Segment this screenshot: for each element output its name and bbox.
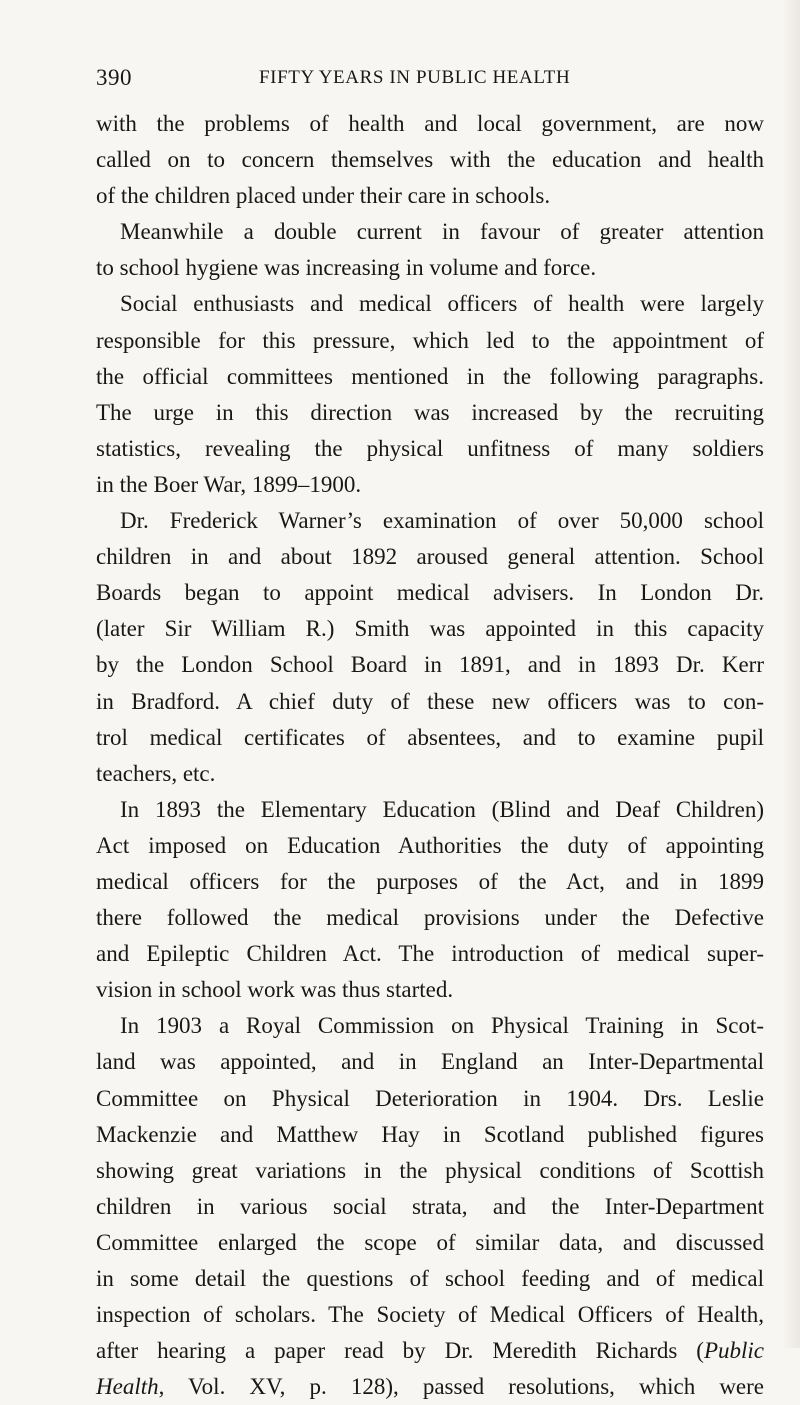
running-header [96,64,776,92]
text-line: and Epileptic Children Act. The introduction of medical super- [96,941,764,967]
text-line: in Bradford. A chief duty of these new officers was to con- [96,688,764,714]
text-line: Meanwhile a double current in favour of greater attention [120,219,764,245]
page-number: 390 [96,65,132,90]
text-line: Committee on Physical Deterioration in 1904. Drs. Leslie [96,1085,764,1111]
text-line: Dr. Frederick Warner’s examination of over 50,000 school [120,508,764,534]
text-line: trol medical certificates of absentees, and to examine pupil [96,724,764,750]
text-line: medical officers for the purposes of the Act, and in 1899 [96,868,764,894]
text-line: showing great variations in the physical conditions of Scottish [96,1157,764,1183]
text-line: Boards began to appoint medical advisers. In London Dr. [96,580,764,606]
text-line: In 1903 a Royal Commission on Physical Training in Scot- [120,1013,764,1039]
text-line: In 1893 the Elementary Education (Blind and Deaf Children) [120,796,764,822]
line-text: after hearing a paper read by Dr. Meredith Richards ( [96,1338,704,1364]
page-edge-shadow [782,0,800,1348]
text-line: in the Boer War, 1899–1900. [96,471,362,497]
line-text-tail: , Vol. XV, p. 128), passed resolutions, which were [158,1374,764,1400]
text-line: there followed the medical provisions under the Defective [96,905,764,931]
text-line: statistics, revealing the physical unfitness of many soldiers [96,435,764,461]
body-text [96,106,764,1405]
text-line: land was appointed, and in England an Inter-Departmental [96,1049,764,1075]
italic-citation: Public [703,1338,764,1364]
text-line: Social enthusiasts and medical officers of health were largely [120,291,764,317]
text-line: teachers, etc. [96,760,216,786]
text-line: Mackenzie and Matthew Hay in Scotland published figures [96,1121,764,1147]
text-line: to school hygiene was increasing in volume and force. [96,255,597,281]
text-line: The urge in this direction was increased by the recruiting [96,399,764,425]
text-line: called on to concern themselves with the education and health [96,147,764,173]
text-line: vision in school work was thus started. [96,977,454,1003]
text-line: with the problems of health and local government, are now [96,111,764,136]
text-line: children in various social strata, and the Inter-Department [96,1193,764,1219]
running-title: FIFTY YEARS IN PUBLIC HEALTH [259,67,571,88]
text-line: responsible for this pressure, which led to the appointment of [96,327,764,353]
text-line: (later Sir William R.) Smith was appointed in this capacity [96,616,764,642]
text-line [96,1369,764,1405]
text-line [96,1333,764,1369]
text-line: Act imposed on Education Authorities the duty of appointing [96,832,764,858]
text-line: children in and about 1892 aroused general attention. School [96,544,764,570]
text-line: the official committees mentioned in the following paragraphs. [96,363,764,389]
text-line: by the London School Board in 1891, and in 1893 Dr. Kerr [96,652,764,678]
text-line: in some detail the questions of school feeding and of medical [96,1266,764,1291]
text-line: Committee enlarged the scope of similar data, and discussed [96,1229,764,1255]
text-line: of the children placed under their care in schools. [96,183,551,209]
italic-citation: Health [96,1374,159,1400]
text-line: inspection of scholars. The Society of Medical Officers of Health, [96,1302,764,1328]
